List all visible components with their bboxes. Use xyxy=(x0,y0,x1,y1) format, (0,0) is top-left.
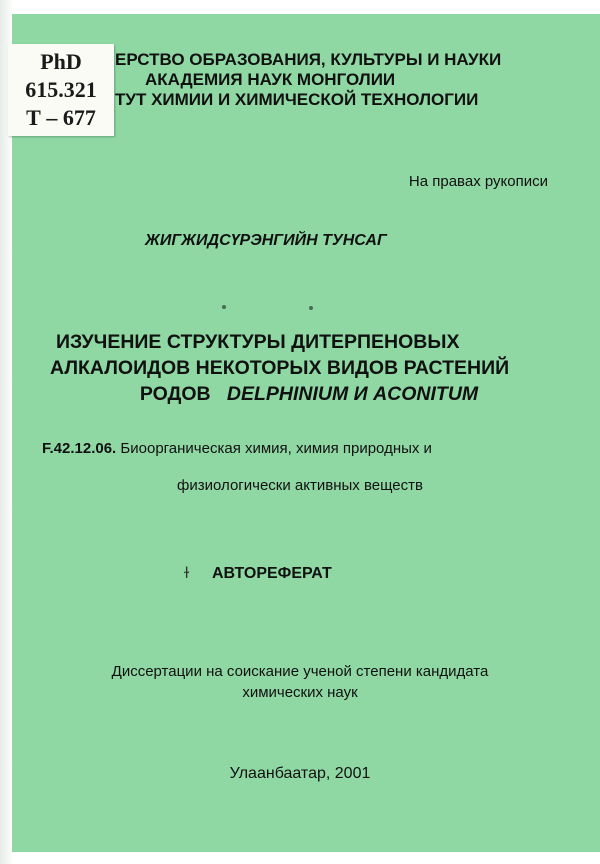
city-year: Улаанбаатар, 2001 xyxy=(229,765,371,782)
title-line3 xyxy=(18,381,600,407)
title-latin-genera: DELPHINIUM И ACONITUM xyxy=(226,383,479,405)
call-number-line3: Т – 677 xyxy=(26,105,96,130)
title-line1: ИЗУЧЕНИЕ СТРУКТУРЫ ДИТЕРПЕНОВЫХ xyxy=(56,331,460,353)
academy-header: АКАДЕМИЯ НАУК МОНГОЛИИ xyxy=(145,70,396,89)
manuscript-rights: На правах рукописи xyxy=(408,173,548,190)
title-line3-prefix: РОДОВ xyxy=(139,383,211,405)
ministry-header: ЕРСТВО ОБРАЗОВАНИЯ, КУЛЬТУРЫ И НАУКИ xyxy=(115,50,502,69)
call-number-line2: 615.321 xyxy=(25,77,97,102)
call-number-line1: PhD xyxy=(40,49,82,74)
specialty-line2: физиологически активных веществ xyxy=(177,477,423,494)
author-name: ЖИГЖИДСҮРЭНГИЙН ТУНСАГ xyxy=(145,232,387,249)
title-line2: АЛКАЛОИДОВ НЕКОТОРЫХ ВИДОВ РАСТЕНИЙ xyxy=(50,357,510,379)
dissertation-line1: Диссертации на соискание ученой степени кандидата xyxy=(111,663,489,680)
library-call-number-label xyxy=(8,44,114,136)
pencil-mark: ɫ xyxy=(184,565,190,582)
specialty-code: F.42.12.06. xyxy=(42,440,117,457)
document-cover xyxy=(12,14,600,852)
specialty-line1 xyxy=(42,440,432,457)
scan-speck xyxy=(309,306,313,310)
specialty-text: Биоорганическая химия, химия природных и xyxy=(120,440,432,457)
dissertation-line2: химических наук xyxy=(242,684,358,701)
institute-header: ТУТ ХИМИИ И ХИМИЧЕСКОЙ ТЕХНОЛОГИИ xyxy=(115,90,479,109)
scan-speck xyxy=(222,305,226,309)
document-type: АВТОРЕФЕРАТ xyxy=(212,565,332,582)
